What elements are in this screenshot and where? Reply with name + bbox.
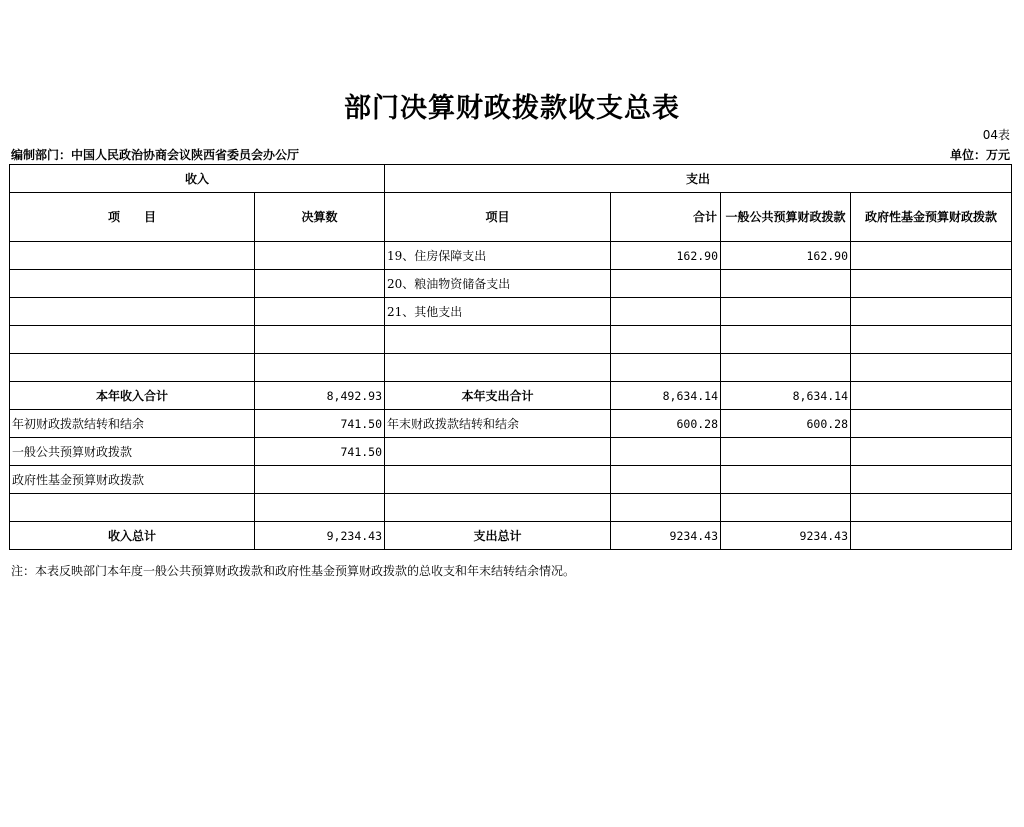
total-cell: 162.90 xyxy=(611,242,721,270)
general-budget-cell: 8,634.14 xyxy=(721,382,851,410)
income-item-cell xyxy=(10,326,255,354)
table-row xyxy=(10,494,1012,522)
gov-fund-cell xyxy=(851,382,1012,410)
expense-item-cell xyxy=(385,438,611,466)
income-item-cell: 收入总计 xyxy=(10,522,255,550)
general-budget-cell xyxy=(721,494,851,522)
income-item-cell: 年初财政拨款结转和结余 xyxy=(10,410,255,438)
gov-fund-cell xyxy=(851,270,1012,298)
table-row xyxy=(10,298,1012,326)
table-row xyxy=(10,466,1012,494)
expense-item-cell xyxy=(385,466,611,494)
income-amount-cell xyxy=(255,494,385,522)
table-row xyxy=(10,354,1012,382)
group-header-row xyxy=(10,165,1012,193)
page-title: 部门决算财政拨款收支总表 xyxy=(344,93,680,124)
income-item-cell: 本年收入合计 xyxy=(10,382,255,410)
table-row xyxy=(10,242,1012,270)
total-cell xyxy=(611,438,721,466)
total-cell xyxy=(611,494,721,522)
table-row xyxy=(10,382,1012,410)
income-item-cell xyxy=(10,270,255,298)
total-cell: 8,634.14 xyxy=(611,382,721,410)
total-cell xyxy=(611,270,721,298)
gov-fund-cell xyxy=(851,326,1012,354)
income-amount-cell xyxy=(255,242,385,270)
income-amount-cell xyxy=(255,298,385,326)
income-amount-cell: 9,234.43 xyxy=(255,522,385,550)
income-item-cell xyxy=(10,494,255,522)
total-header: 合计 xyxy=(611,193,721,242)
general-budget-cell: 162.90 xyxy=(721,242,851,270)
table-row xyxy=(10,410,1012,438)
expense-item-cell: 本年支出合计 xyxy=(385,382,611,410)
expense-item-cell: 支出总计 xyxy=(385,522,611,550)
income-item-cell xyxy=(10,298,255,326)
total-cell xyxy=(611,354,721,382)
expense-item-cell: 19、住房保障支出 xyxy=(385,242,611,270)
unit-label: 单位：万元 xyxy=(949,148,1010,162)
income-item-cell xyxy=(10,354,255,382)
gov-fund-header: 政府性基金预算财政拨款 xyxy=(851,193,1012,242)
income-amount-cell xyxy=(255,466,385,494)
department-label: 编制部门：中国人民政治协商会议陕西省委员会办公厅 xyxy=(11,148,300,162)
gov-fund-cell xyxy=(851,298,1012,326)
income-item-cell: 一般公共预算财政拨款 xyxy=(10,438,255,466)
income-amount-cell xyxy=(255,326,385,354)
gov-fund-cell xyxy=(851,466,1012,494)
finance-table xyxy=(9,164,1012,550)
gov-fund-cell xyxy=(851,494,1012,522)
income-amount-cell: 8,492.93 xyxy=(255,382,385,410)
total-cell: 600.28 xyxy=(611,410,721,438)
expense-item-cell xyxy=(385,494,611,522)
income-amount-cell: 741.50 xyxy=(255,438,385,466)
income-amount-header: 决算数 xyxy=(255,193,385,242)
gov-fund-cell xyxy=(851,438,1012,466)
gov-fund-cell xyxy=(851,242,1012,270)
general-budget-cell xyxy=(721,354,851,382)
total-cell: 9234.43 xyxy=(611,522,721,550)
total-cell xyxy=(611,326,721,354)
income-amount-cell: 741.50 xyxy=(255,410,385,438)
form-number: 04表 xyxy=(982,128,1010,142)
general-budget-cell xyxy=(721,270,851,298)
table-row xyxy=(10,326,1012,354)
expense-item-cell xyxy=(385,354,611,382)
table-row xyxy=(10,438,1012,466)
general-budget-cell: 9234.43 xyxy=(721,522,851,550)
income-item-cell xyxy=(10,242,255,270)
expense-group-header: 支出 xyxy=(385,165,1012,193)
general-budget-cell xyxy=(721,326,851,354)
table-row xyxy=(10,522,1012,550)
total-cell xyxy=(611,466,721,494)
column-header-row xyxy=(10,193,1012,242)
general-budget-cell xyxy=(721,438,851,466)
total-cell xyxy=(611,298,721,326)
general-budget-header: 一般公共预算财政拨款 xyxy=(721,193,851,242)
gov-fund-cell xyxy=(851,410,1012,438)
expense-item-cell: 21、其他支出 xyxy=(385,298,611,326)
income-amount-cell xyxy=(255,270,385,298)
expense-item-cell xyxy=(385,326,611,354)
table-note: 注：本表反映部门本年度一般公共预算财政拨款和政府性基金预算财政拨款的总收支和年末结转结余情况。 xyxy=(11,564,576,578)
general-budget-cell xyxy=(721,298,851,326)
income-item-header: 项 目 xyxy=(10,193,255,242)
income-item-cell: 政府性基金预算财政拨款 xyxy=(10,466,255,494)
expense-item-cell: 年末财政拨款结转和结余 xyxy=(385,410,611,438)
expense-item-header: 项目 xyxy=(385,193,611,242)
general-budget-cell: 600.28 xyxy=(721,410,851,438)
gov-fund-cell xyxy=(851,354,1012,382)
income-amount-cell xyxy=(255,354,385,382)
table-row xyxy=(10,270,1012,298)
expense-item-cell: 20、粮油物资储备支出 xyxy=(385,270,611,298)
income-group-header: 收入 xyxy=(10,165,385,193)
gov-fund-cell xyxy=(851,522,1012,550)
general-budget-cell xyxy=(721,466,851,494)
